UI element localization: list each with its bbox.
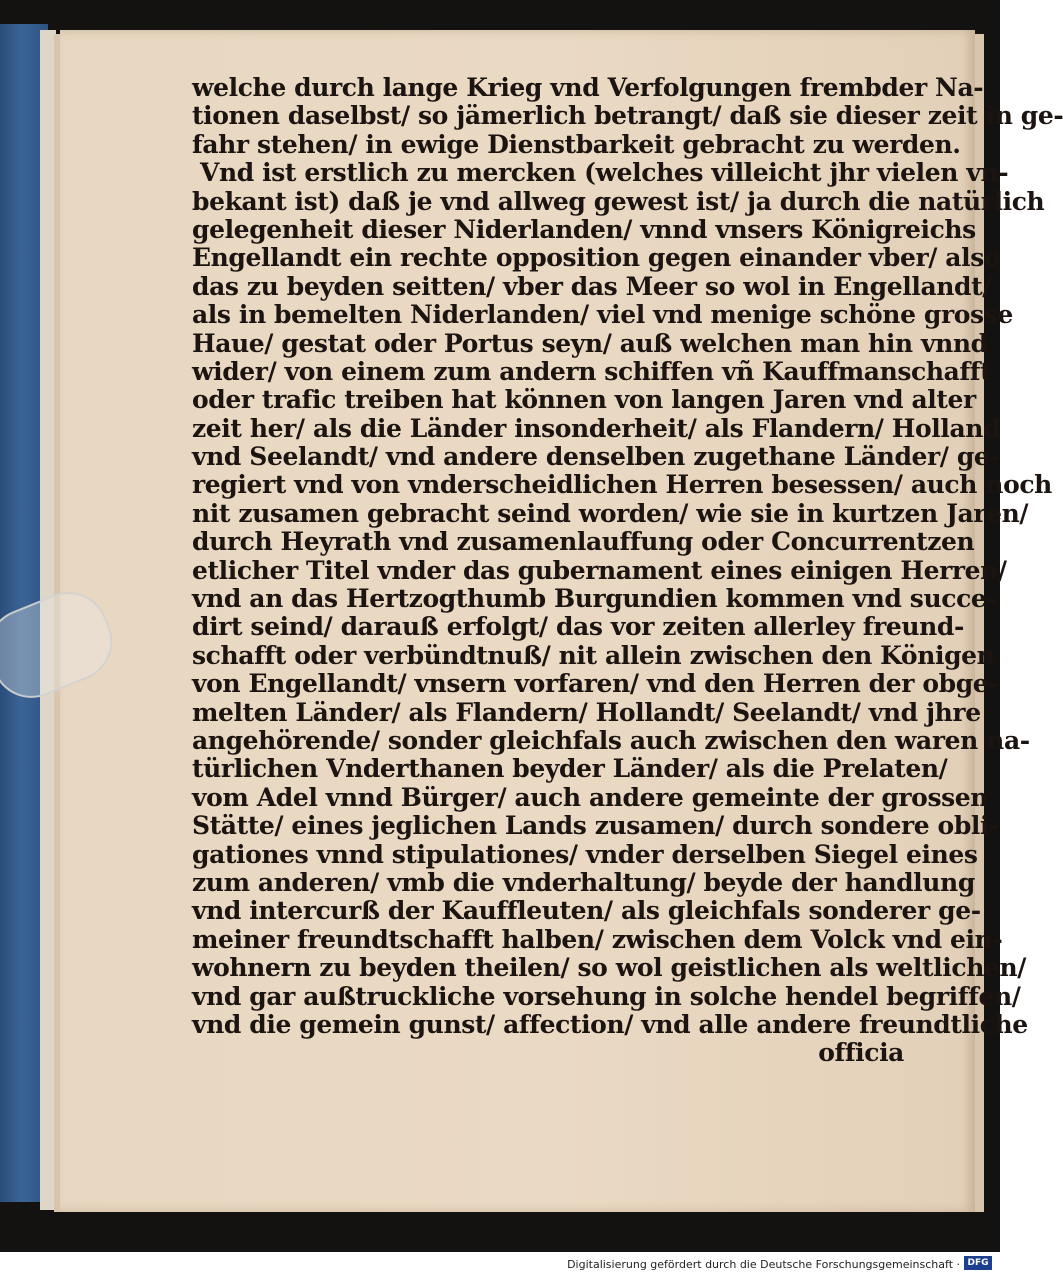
text-line: als in bemelten Niderlanden/ viel vnd menige schöne grosse xyxy=(192,300,1013,330)
text-line: vnd gar außtruckliche vorsehung in solche hendel begriffen/ xyxy=(192,981,1021,1011)
text-line: von Engellandt/ vnsern vorfaren/ vnd den Herren der obge- xyxy=(192,669,999,699)
text-line: Haue/ gestat oder Portus seyn/ auß welchen man hin vnnd xyxy=(192,328,988,358)
text-line: regiert vnd von vnderscheidlichen Herren besessen/ auch noch xyxy=(192,470,1052,500)
text-line: vnd die gemein gunst/ affection/ vnd alle andere freundtliche xyxy=(192,1009,1028,1039)
text-line: vnd an das Hertzogthumb Burgundien kommen vnd succe- xyxy=(192,584,997,614)
text-line: Vnd ist erstlich zu mercken (welches villeicht jhr vielen vn- xyxy=(200,158,1009,188)
text-line: vnd intercurß der Kauffleuten/ als gleichfals sonderer ge- xyxy=(192,896,981,926)
page-text xyxy=(192,73,1063,1068)
text-line: das zu beyden seitten/ vber das Meer so wol in Engellandt/ xyxy=(192,271,991,301)
text-line: Stätte/ eines jeglichen Lands zusamen/ durch sondere obli- xyxy=(192,811,1000,841)
text-line: gationes vnnd stipulationes/ vnder derselben Siegel eines xyxy=(192,839,978,869)
text-line: wohnern zu beyden theilen/ so wol geistlichen als weltlichen/ xyxy=(192,953,1026,983)
text-line: fahr stehen/ in ewige Dienstbarkeit gebracht zu werden. xyxy=(192,129,961,159)
text-line: zeit her/ als die Länder insonderheit/ als Flandern/ Holland xyxy=(192,413,1001,443)
text-line: schafft oder verbündtnuß/ nit allein zwischen den Königen xyxy=(192,640,995,670)
text-line: türlichen Vnderthanen beyder Länder/ als die Prelaten/ xyxy=(192,754,948,784)
text-line: Engellandt ein rechte opposition gegen einander vber/ also xyxy=(192,243,1001,273)
text-line: welche durch lange Krieg vnd Verfolgungen frembder Na- xyxy=(192,73,984,102)
text-line: vnd Seelandt/ vnd andere denselben zugethane Länder/ ge- xyxy=(192,442,1000,472)
text-line: zum anderen/ vmb die vnderhaltung/ beyde der handlung xyxy=(192,867,975,897)
text-line: melten Länder/ als Flandern/ Hollandt/ Seelandt/ vnd jhre xyxy=(192,697,981,727)
text-line: angehörende/ sonder gleichfals auch zwischen den waren na- xyxy=(192,725,1030,755)
catchword: officia xyxy=(818,1038,904,1068)
text-line: tionen daselbst/ so jämerlich betrangt/ daß sie dieser zeit in ge- xyxy=(192,101,1063,131)
dfg-logo: DFG xyxy=(964,1256,992,1270)
text-line: wider/ von einem zum andern schiffen vñ Kauffmanschafft xyxy=(192,356,992,386)
text-line: durch Heyrath vnd zusamenlauffung oder Concurrentzen xyxy=(192,527,975,557)
text-line: oder trafic treiben hat können von langen Jaren vnd alter xyxy=(192,385,976,415)
text-line: nit zusamen gebracht seind worden/ wie sie in kurtzen Jaren/ xyxy=(192,498,1029,528)
text-line: gelegenheit dieser Niderlanden/ vnnd vnsers Königreichs xyxy=(192,214,976,244)
text-line: dirt seind/ darauß erfolgt/ das vor zeiten allerley freund- xyxy=(192,612,964,642)
text-line: meiner freundtschafft halben/ zwischen dem Volck vnd ein- xyxy=(192,924,1003,954)
text-line: vom Adel vnnd Bürger/ auch andere gemeinte der grossen xyxy=(192,782,989,812)
text-line: bekant ist) daß je vnd allweg gewest ist/ ja durch die natürlich xyxy=(192,186,1045,216)
footer-credit: Digitalisierung gefördert durch die Deutsche Forschungsgemeinschaft · xyxy=(567,1258,960,1271)
text-line: etlicher Titel vnder das gubernament eines einigen Herren/ xyxy=(192,555,1007,585)
